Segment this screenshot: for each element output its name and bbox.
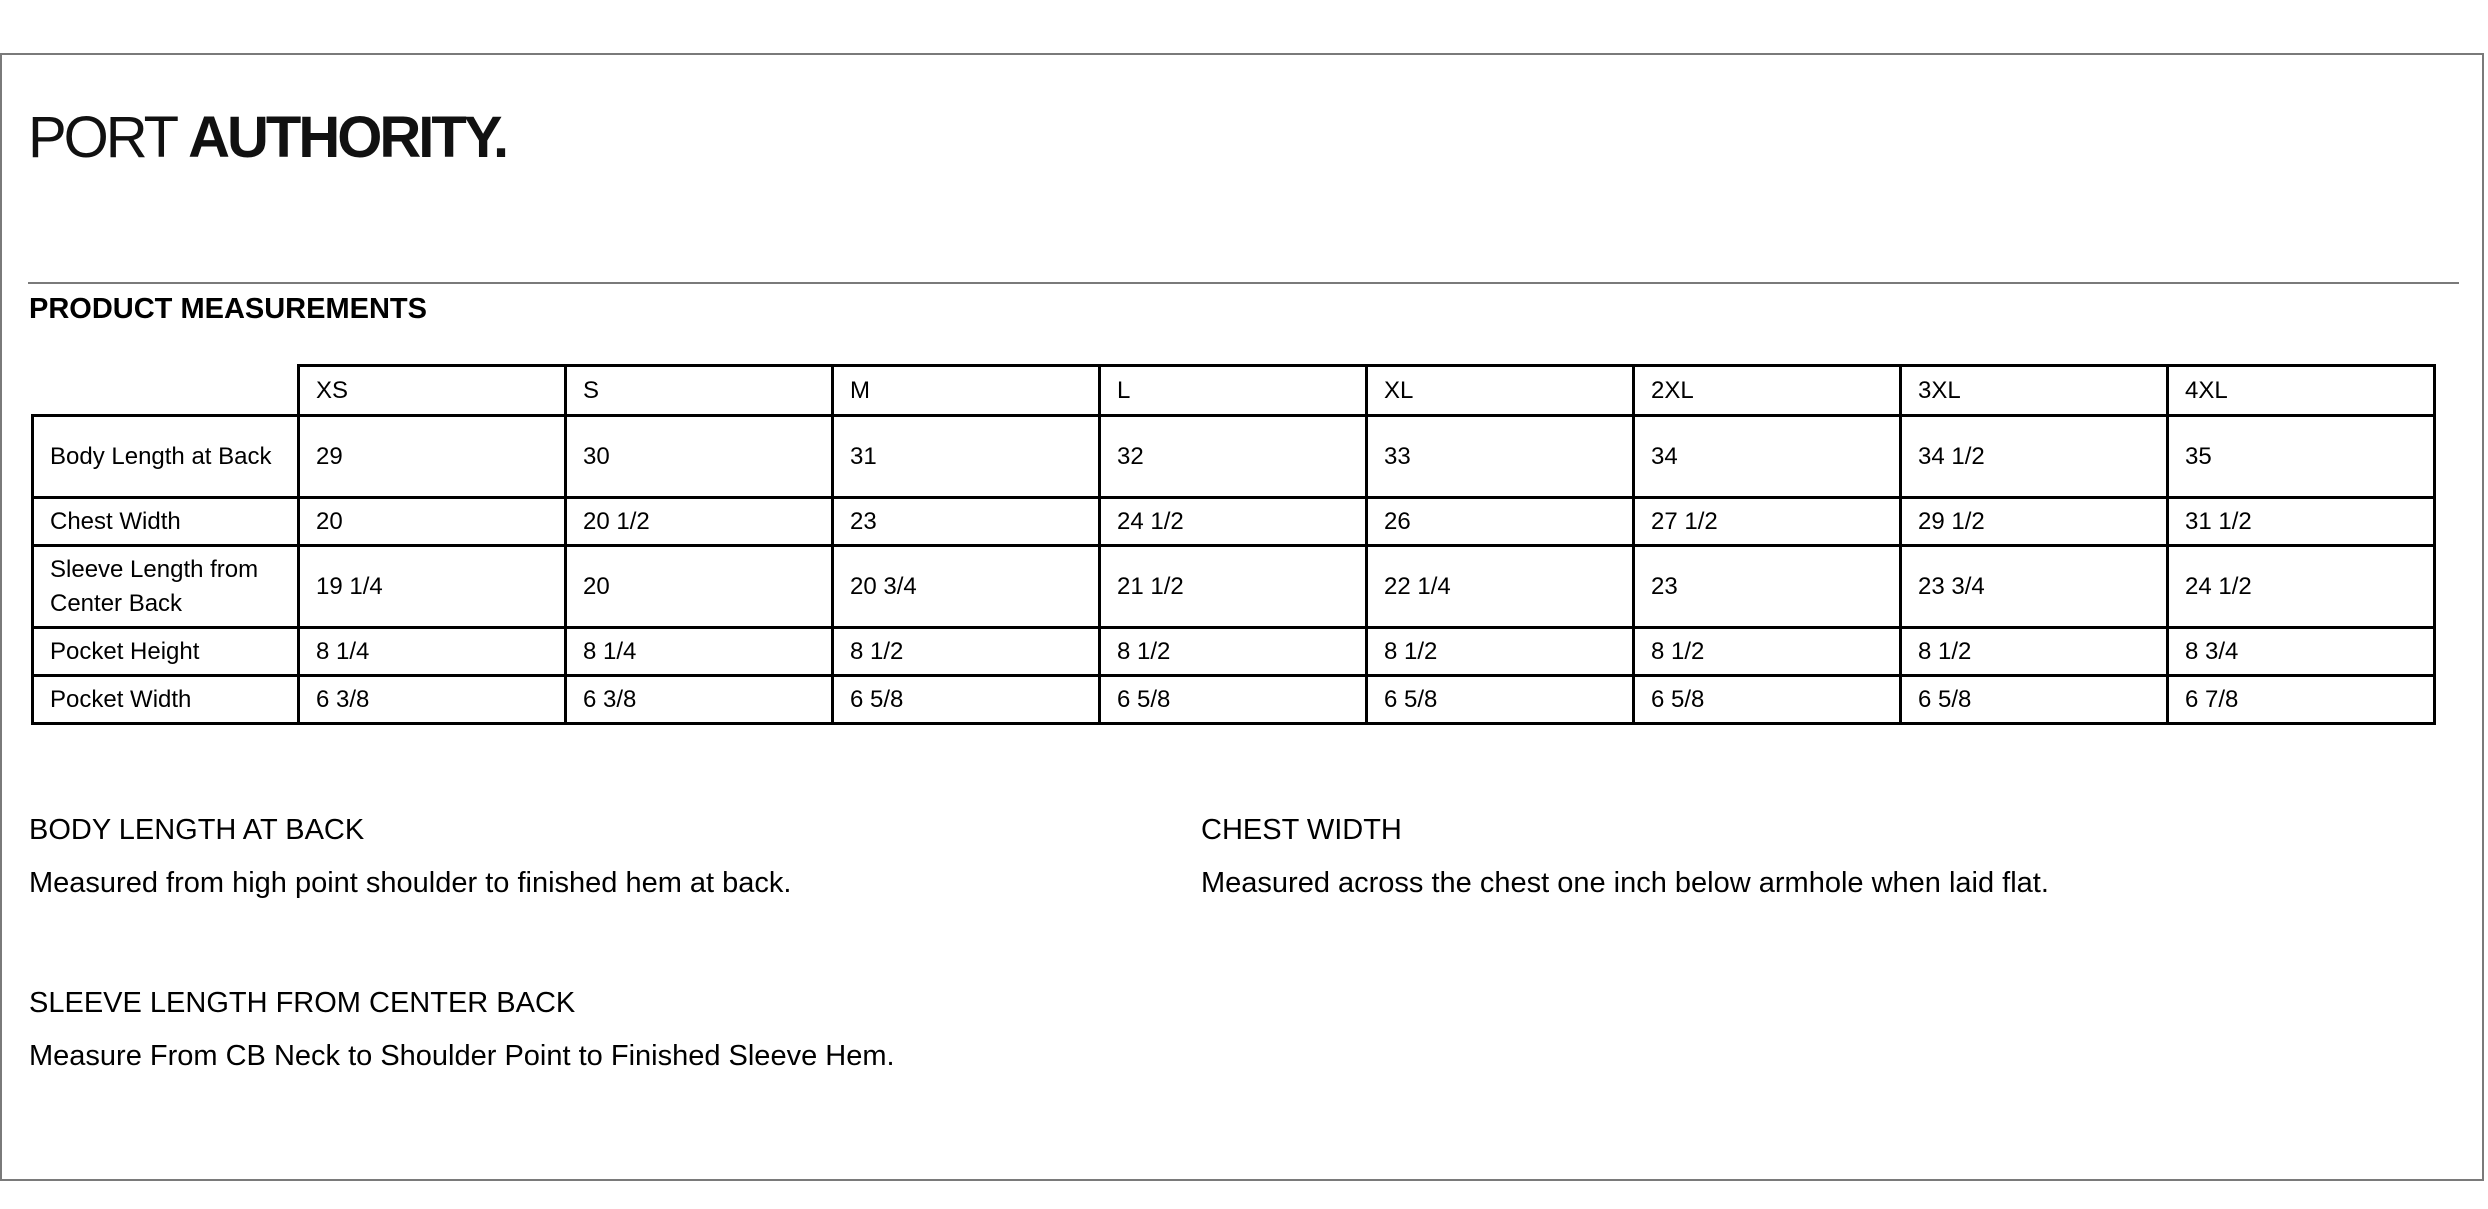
- table-cell: 8 1/4: [566, 628, 833, 676]
- definition-term: SLEEVE LENGTH FROM CENTER BACK: [29, 987, 576, 1019]
- table-cell: 24 1/2: [2168, 546, 2435, 628]
- size-header: L: [1100, 366, 1367, 416]
- row-label: Chest Width: [33, 498, 299, 546]
- definition-description: Measured from high point shoulder to finished hem at back.: [29, 867, 792, 899]
- table-cell: 8 1/2: [833, 628, 1100, 676]
- size-header: M: [833, 366, 1100, 416]
- table-cell: 6 5/8: [1634, 676, 1901, 724]
- definition-term: BODY LENGTH AT BACK: [29, 814, 365, 846]
- table-cell: 6 5/8: [1901, 676, 2168, 724]
- table-row: [33, 676, 2435, 724]
- table-row: [33, 416, 2435, 498]
- brand-logo: [28, 105, 507, 170]
- size-header: XS: [299, 366, 566, 416]
- table-cell: 20 3/4: [833, 546, 1100, 628]
- table-cell: 35: [2168, 416, 2435, 498]
- table-cell: 8 1/2: [1100, 628, 1367, 676]
- table-cell: 22 1/4: [1367, 546, 1634, 628]
- table-cell: 34: [1634, 416, 1901, 498]
- row-label: Body Length at Back: [33, 416, 299, 498]
- size-header: XL: [1367, 366, 1634, 416]
- table-cell: 31: [833, 416, 1100, 498]
- row-label: Pocket Height: [33, 628, 299, 676]
- table-row: [33, 498, 2435, 546]
- table-cell: 23: [1634, 546, 1901, 628]
- section-title: PRODUCT MEASUREMENTS: [29, 293, 427, 325]
- table-cell: 20: [566, 546, 833, 628]
- table-cell: 8 3/4: [2168, 628, 2435, 676]
- table-cell: 8 1/2: [1367, 628, 1634, 676]
- definition-description: Measure From CB Neck to Shoulder Point to Finished Sleeve Hem.: [29, 1040, 895, 1072]
- table-cell: 33: [1367, 416, 1634, 498]
- table-cell: 6 5/8: [1100, 676, 1367, 724]
- table-cell: 6 3/8: [299, 676, 566, 724]
- table-cell: 29: [299, 416, 566, 498]
- table-cell: 6 5/8: [1367, 676, 1634, 724]
- table-header-row: [33, 366, 2435, 416]
- table-cell: 34 1/2: [1901, 416, 2168, 498]
- row-label: Sleeve Length from Center Back: [33, 546, 299, 628]
- table-cell: 6 3/8: [566, 676, 833, 724]
- logo-word-authority: AUTHORITY.: [188, 105, 507, 170]
- table-corner-cell: [33, 366, 299, 416]
- size-header: S: [566, 366, 833, 416]
- definition-description: Measured across the chest one inch below armhole when laid flat.: [1201, 867, 2049, 899]
- table-cell: 6 7/8: [2168, 676, 2435, 724]
- table-cell: 27 1/2: [1634, 498, 1901, 546]
- definition-term: CHEST WIDTH: [1201, 814, 1402, 846]
- table-cell: 23 3/4: [1901, 546, 2168, 628]
- table-cell: 31 1/2: [2168, 498, 2435, 546]
- table-row: [33, 628, 2435, 676]
- table-row: [33, 546, 2435, 628]
- size-header: 3XL: [1901, 366, 2168, 416]
- table-cell: 6 5/8: [833, 676, 1100, 724]
- table-cell: 29 1/2: [1901, 498, 2168, 546]
- table-cell: 26: [1367, 498, 1634, 546]
- table-cell: 24 1/2: [1100, 498, 1367, 546]
- table-cell: 20 1/2: [566, 498, 833, 546]
- size-header: 4XL: [2168, 366, 2435, 416]
- table-cell: 8 1/2: [1901, 628, 2168, 676]
- definition-sleeve-length: [29, 985, 895, 1074]
- definition-body-length: [29, 812, 791, 901]
- table-cell: 20: [299, 498, 566, 546]
- row-label: Pocket Width: [33, 676, 299, 724]
- logo-word-port: PORT: [28, 105, 176, 170]
- table-cell: 21 1/2: [1100, 546, 1367, 628]
- header-divider: [28, 282, 2459, 284]
- table-cell: 32: [1100, 416, 1367, 498]
- table-cell: 23: [833, 498, 1100, 546]
- table-cell: 8 1/4: [299, 628, 566, 676]
- table-cell: 30: [566, 416, 833, 498]
- table-cell: 19 1/4: [299, 546, 566, 628]
- definition-chest-width: [1201, 812, 2049, 901]
- table-cell: 8 1/2: [1634, 628, 1901, 676]
- measurements-table: [31, 364, 2436, 725]
- size-header: 2XL: [1634, 366, 1901, 416]
